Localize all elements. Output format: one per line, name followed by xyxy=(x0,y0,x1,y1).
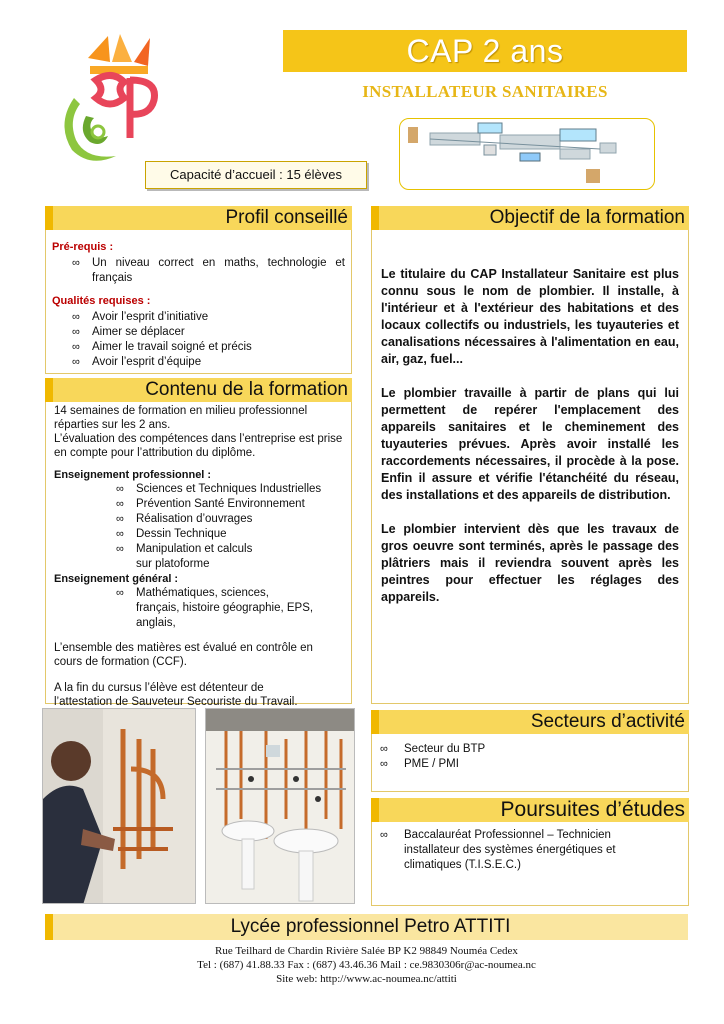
list-item: ∞ Aimer le travail soigné et précis xyxy=(72,341,252,353)
secteurs-heading: Secteurs d’activité xyxy=(371,710,689,734)
school-contact xyxy=(45,944,688,986)
installation-plan-image xyxy=(399,118,655,190)
student-working-photo xyxy=(42,708,196,904)
list-item: ∞ Prévention Santé Environnement xyxy=(116,498,305,510)
bullet-icon: ∞ xyxy=(116,498,124,510)
list-item: ∞ Réalisation d’ouvrages xyxy=(116,513,253,525)
bullet-icon: ∞ xyxy=(380,758,388,770)
bullet-icon: ∞ xyxy=(72,356,80,368)
workshop-sinks-photo xyxy=(205,708,355,904)
list-item: ∞ Un niveau correct en maths, technologie et français xyxy=(72,257,345,284)
objectif-paragraph-1: Le titulaire du CAP Installateur Sanitaire est plus connu sous le nom de plombier. Il installe, à l'intérieur et à l'extérieur des habitations et des locaux collectifs ou industriels, les tuyauteries et canalisations nécessaires à l'alimentation en eau, air, gaz, fuel... xyxy=(381,267,679,366)
contenu-intro-2: L’évaluation des compétences dans l’entreprise est prise en compte pour l’attribution du diplôme. xyxy=(54,433,343,459)
list-item: ∞ Mathématiques, sciences, français, histoire géographie, EPS, anglais, xyxy=(116,587,314,629)
list-item: ∞ Secteur du BTP xyxy=(380,743,486,755)
list-item: ∞ PME / PMI xyxy=(380,758,459,770)
qualites-label: Qualités requises : xyxy=(52,295,151,307)
secteurs-section xyxy=(371,734,689,792)
bullet-icon: ∞ xyxy=(72,341,80,353)
bullet-icon: ∞ xyxy=(116,587,124,599)
school-logo xyxy=(50,28,170,168)
objectif-heading: Objectif de la formation xyxy=(371,206,689,230)
page-subtitle: INSTALLATEUR SANITAIRES xyxy=(362,82,608,101)
bullet-icon: ∞ xyxy=(72,326,80,338)
objectif-paragraph-2: Le plombier travaille à partir de plans qui lui permettent de repérer l'emplacement des appareils sanitaires et le cheminement des tuyauteries prévues. Après avoir installé les raccordements nécessaires, il procède à la pose. Enfin il assure et vérifie l'étanchéité du réseau, des installations et des appareils de distribution. xyxy=(381,386,679,502)
website-link[interactable]: Site web: http://www.ac-noumea.nc/attiti xyxy=(276,973,457,985)
bullet-icon: ∞ xyxy=(72,257,80,269)
capacity-badge: Capacité d’accueil : 15 élèves xyxy=(145,161,367,189)
secteurs-list xyxy=(376,742,682,772)
profil-heading: Profil conseillé xyxy=(45,206,352,230)
list-item: ∞ Sciences et Techniques Industrielles xyxy=(116,483,322,495)
school-name-banner: Lycée professionnel Petro ATTITI xyxy=(45,914,688,940)
list-item: ∞ Dessin Technique xyxy=(116,528,227,540)
poursuites-section xyxy=(371,822,689,906)
list-item: ∞ Manipulation et calculs sur platoforme xyxy=(116,543,253,570)
bullet-icon: ∞ xyxy=(380,829,388,841)
list-item: ∞ Avoir l’esprit d’équipe xyxy=(72,356,202,368)
gen-list xyxy=(114,586,343,631)
address-line: Rue Teilhard de Chardin Rivière Salée BP K2 98849 Nouméa Cedex xyxy=(215,945,518,957)
qualites-list xyxy=(70,310,345,370)
prereq-label: Pré-requis : xyxy=(52,241,114,253)
prereq-list xyxy=(70,256,345,286)
profil-section xyxy=(45,230,352,374)
contenu-heading: Contenu de la formation xyxy=(45,378,352,402)
pro-label: Enseignement professionnel : xyxy=(54,469,212,481)
pro-list xyxy=(114,482,343,572)
bullet-icon: ∞ xyxy=(116,483,124,495)
poursuites-list xyxy=(376,828,682,873)
bullet-icon: ∞ xyxy=(72,311,80,323)
contenu-section xyxy=(45,402,352,708)
bullet-icon: ∞ xyxy=(116,513,124,525)
bullet-icon: ∞ xyxy=(380,743,388,755)
list-item: ∞ Avoir l’esprit d’initiative xyxy=(72,311,209,323)
objectif-section xyxy=(371,230,689,704)
list-item: ∞ Baccalauréat Professionnel – Technicien installateur des systèmes énergétiques et climatiques (T.I.S.E.C.) xyxy=(380,829,616,871)
objectif-text xyxy=(381,266,679,606)
contenu-intro-1: 14 semaines de formation en milieu professionnel réparties sur les 2 ans. xyxy=(54,405,308,431)
page-title: CAP 2 ans xyxy=(406,33,564,69)
poursuites-heading: Poursuites d’études xyxy=(371,798,689,822)
objectif-paragraph-3: Le plombier intervient dès que les travaux de gros oeuvre sont terminés, après le passage des plâtriers mais il reviendra souvent après les peintres pour effectuer les réglages des appareils. xyxy=(381,522,679,604)
ccf-text: L’ensemble des matières est évalué en contrôle en cours de formation (CCF). xyxy=(54,642,313,668)
bullet-icon: ∞ xyxy=(116,543,124,555)
contact-line: Tel : (687) 41.88.33 Fax : (687) 43.46.36 Mail : ce.9830306r@ac-noumea.nc xyxy=(197,959,536,971)
gen-label: Enseignement général : xyxy=(54,573,179,585)
list-item: ∞ Aimer se déplacer xyxy=(72,326,185,338)
final-text: A la fin du cursus l’élève est détenteur de l’attestation de Sauveteur Secouriste du Travail. xyxy=(54,682,298,708)
bullet-icon: ∞ xyxy=(116,528,124,540)
